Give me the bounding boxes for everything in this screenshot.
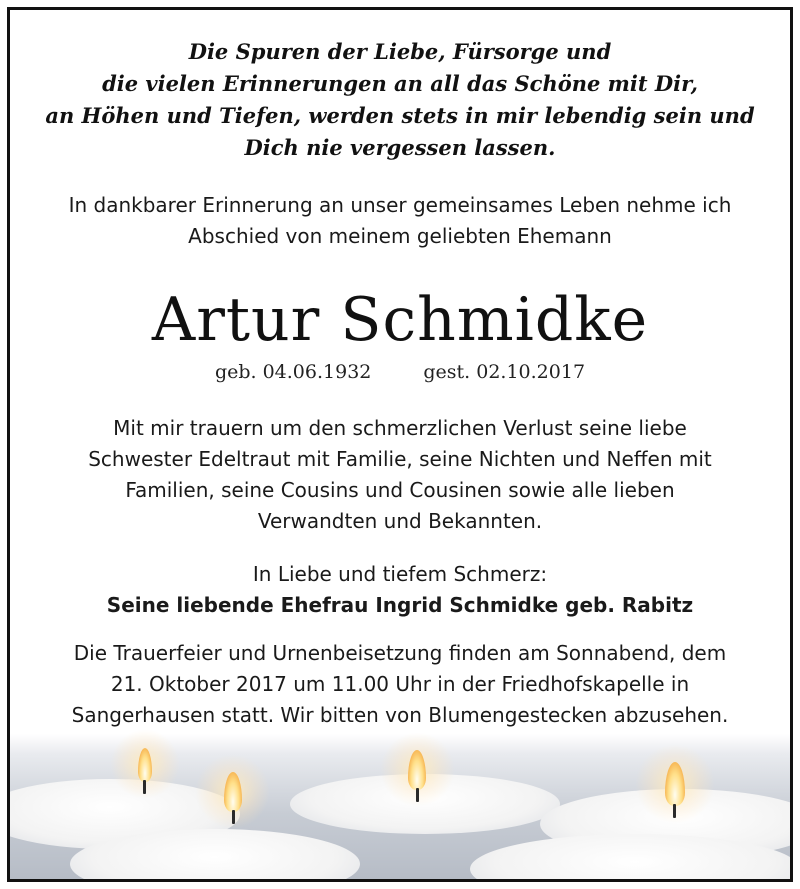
deceased-name: Artur Schmidke <box>151 285 649 355</box>
mourners-line: Mit mir trauern um den schmerzlichen Verlust seine liebe <box>113 416 687 440</box>
birth-date: geb. 04.06.1932 <box>214 361 372 383</box>
mourners-line: Schwester Edeltraut mit Familie, seine Nichten und Neffen mit <box>88 447 712 471</box>
verse-line: Dich nie vergessen lassen. <box>244 135 556 160</box>
candles-photo-icon <box>10 734 790 879</box>
funeral-line: Die Trauerfeier und Urnenbeisetzung finden am Sonnabend, dem <box>73 641 727 665</box>
wick <box>416 788 419 802</box>
intro-text <box>10 190 790 252</box>
mourners-line: Verwandten und Bekannten. <box>257 509 543 533</box>
spouse-name: Seine liebende Ehefrau Ingrid Schmidke geb. Rabitz <box>106 593 694 617</box>
verse-line: an Höhen und Tiefen, werden stets in mir lebendig sein und <box>45 103 755 128</box>
wick <box>232 810 235 824</box>
funeral-info <box>10 638 790 731</box>
love-line: In Liebe und tiefem Schmerz: <box>252 562 548 586</box>
funeral-line: Sangerhausen statt. Wir bitten von Blumengestecken abzusehen. <box>71 703 729 727</box>
signature-block <box>10 559 790 621</box>
verse <box>10 36 790 164</box>
intro-line: In dankbarer Erinnerung an unser gemeinsames Leben nehme ich <box>68 193 732 217</box>
wick <box>143 780 146 794</box>
verse-line: die vielen Erinnerungen an all das Schöne mit Dir, <box>102 71 698 96</box>
mourners-line: Familien, seine Cousins und Cousinen sowie alle lieben <box>125 478 675 502</box>
death-date: gest. 02.10.2017 <box>423 361 586 383</box>
mourners-text <box>10 413 790 537</box>
obituary-frame <box>7 7 793 882</box>
verse-line: Die Spuren der Liebe, Fürsorge und <box>188 39 612 64</box>
life-dates <box>10 361 790 383</box>
intro-line: Abschied von meinem geliebten Ehemann <box>188 224 612 248</box>
funeral-line: 21. Oktober 2017 um 11.00 Uhr in der Friedhofskapelle in <box>110 672 690 696</box>
wick <box>673 804 676 818</box>
